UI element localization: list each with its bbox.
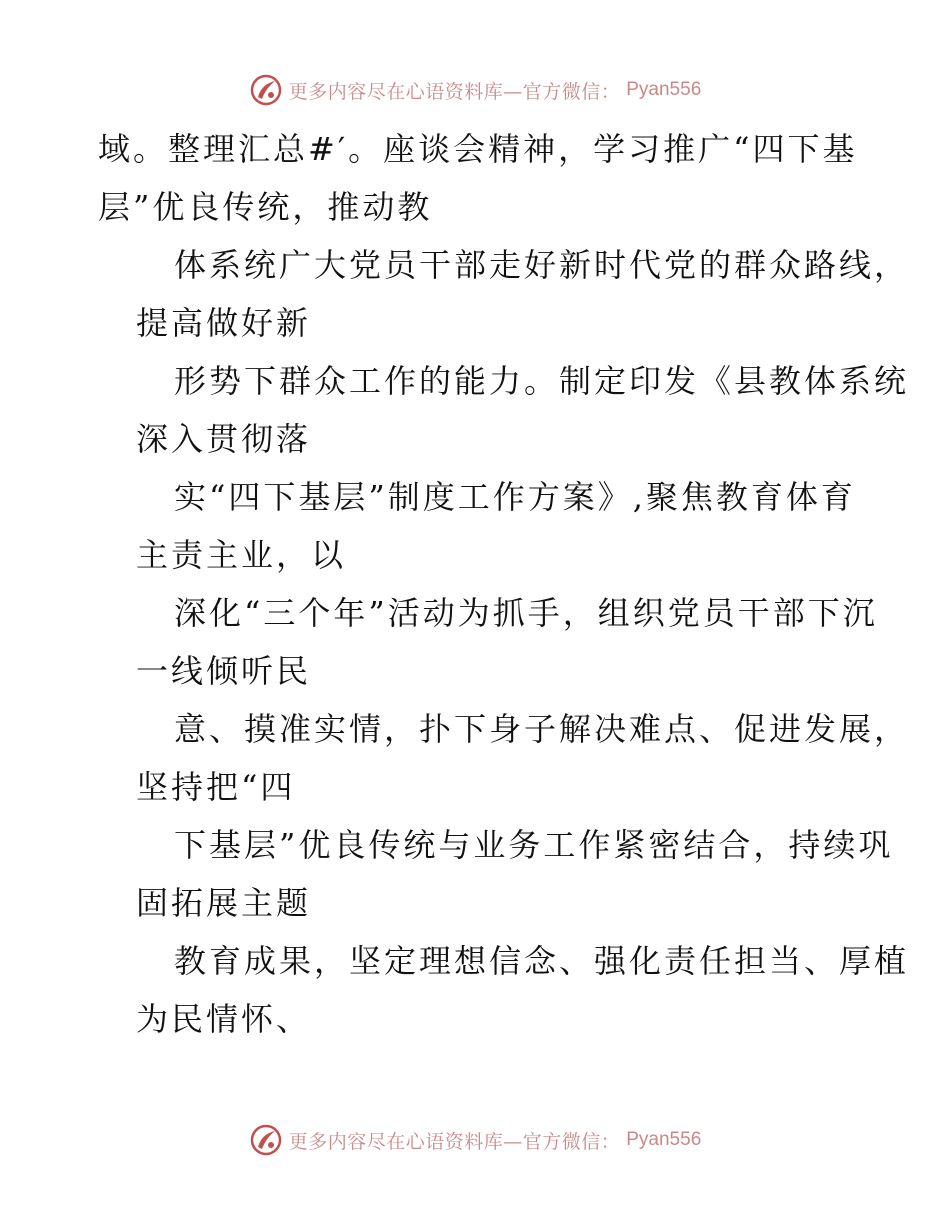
paragraph-1-line-1: 域。整理汇总#′。座谈会精神，学习推广“四下基: [98, 130, 858, 168]
paragraph-6-line-1: 意、摸准实情，扑下身子解决难点、促进发展，: [174, 710, 910, 748]
paragraph-7-line-1: 下基层”优良传统与业务工作紧密结合，持续巩: [174, 826, 894, 864]
header-banner-wechat-id: Pyan556: [626, 79, 702, 100]
paragraph-8-line-2: 为民情怀、: [136, 1000, 312, 1038]
paragraph-4: [98, 468, 858, 584]
paragraph-4-line-1: 实“四下基层”制度工作方案》,聚焦教育体育: [174, 478, 856, 516]
footer-banner: [0, 1120, 950, 1160]
paragraph-3-line-1: 形势下群众工作的能力。制定印发《县教体系统: [174, 362, 910, 400]
footer-banner-text: 更多内容尽在心语资料库—官方微信：: [288, 1130, 621, 1153]
paragraph-6: [98, 700, 910, 816]
paragraph-1: [98, 120, 858, 236]
paragraph-7-line-2: 固拓展主题: [136, 884, 312, 922]
logo-icon: [249, 73, 283, 107]
paragraph-4-line-2: 主责主业，以: [136, 536, 347, 574]
paragraph-8: [98, 932, 910, 1048]
paragraph-5-line-1: 深化“三个年”活动为抓手，组织党员干部下沉: [174, 594, 878, 632]
footer-banner-wechat-id: Pyan556: [626, 1129, 702, 1150]
header-banner: [0, 70, 950, 110]
header-banner-text: 更多内容尽在心语资料库—官方微信：: [288, 80, 621, 103]
paragraph-5: [98, 584, 878, 700]
paragraph-2-line-2: 提高做好新: [136, 304, 312, 342]
paragraph-6-line-2: 坚持把“四: [136, 768, 296, 806]
paragraph-3: [98, 352, 910, 468]
paragraph-2: [98, 236, 910, 352]
paragraph-7: [98, 816, 894, 932]
paragraph-3-line-2: 深入贯彻落: [136, 420, 312, 458]
document-body: [98, 120, 910, 1048]
paragraph-1-line-2: 层”优良传统，推动教: [98, 188, 433, 226]
logo-icon: [249, 1123, 283, 1157]
paragraph-8-line-1: 教育成果，坚定理想信念、强化责任担当、厚植: [174, 942, 910, 980]
paragraph-2-line-1: 体系统广大党员干部走好新时代党的群众路线，: [174, 246, 910, 284]
paragraph-5-line-2: 一线倾听民: [136, 652, 312, 690]
